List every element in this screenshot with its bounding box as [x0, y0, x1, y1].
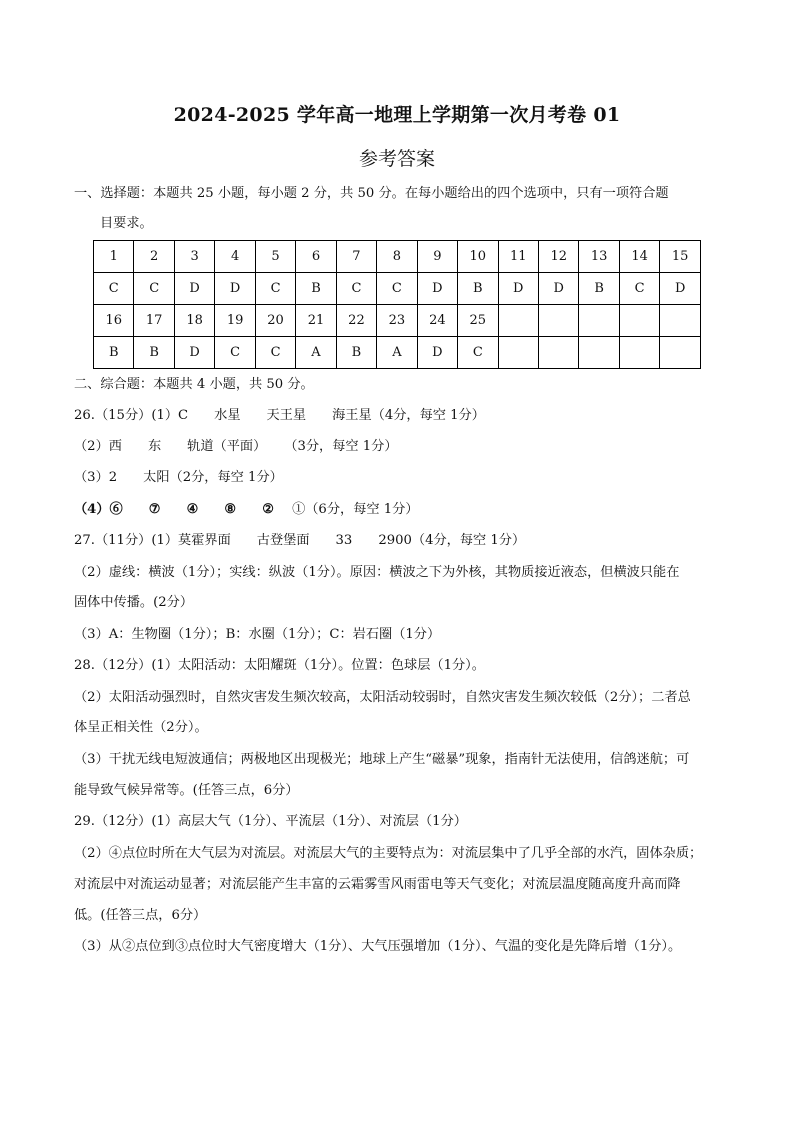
- question-number-cell: 4: [215, 241, 255, 273]
- q26-l2-part3: 轨道（平面）: [187, 439, 267, 454]
- question-number-cell: [579, 305, 619, 337]
- question-number-cell: 13: [579, 241, 619, 273]
- answer-cell: C: [94, 273, 134, 305]
- question-number-cell: 2: [134, 241, 174, 273]
- question-number-cell: 11: [498, 241, 538, 273]
- answer-cell: [619, 337, 659, 369]
- page-title: 2024-2025 学年高一地理上学期第一次月考卷 01: [173, 104, 621, 126]
- answer-cell: D: [174, 273, 214, 305]
- q26-l3-part1: （3）2: [74, 470, 118, 485]
- answer-cell: D: [417, 273, 457, 305]
- question-number-cell: 10: [458, 241, 498, 273]
- q26-l1-part2: 水星: [214, 408, 241, 423]
- answer-cell: B: [579, 273, 619, 305]
- q26-line3: [74, 469, 283, 487]
- page-subtitle: 参考答案: [358, 148, 435, 170]
- answer-table-answer-row: [94, 273, 701, 305]
- question-number-cell: [619, 305, 659, 337]
- q26-l2-part2: 东: [147, 439, 162, 454]
- answer-cell: C: [377, 273, 417, 305]
- answer-cell: [579, 337, 619, 369]
- question-number-cell: 23: [377, 305, 417, 337]
- question-number-cell: 12: [538, 241, 578, 273]
- answer-cell: [660, 337, 701, 369]
- question-number-cell: 15: [660, 241, 701, 273]
- question-number-cell: 24: [417, 305, 457, 337]
- section2-heading: 二、综合题：本题共 4 小题，共 50 分。: [74, 377, 314, 392]
- answer-cell: C: [255, 337, 295, 369]
- q27-l1-part1: 27.（11分）(1）莫霍界面: [74, 533, 231, 548]
- q26-l1-part1: 26.（15分）(1）C: [74, 408, 189, 423]
- answer-cell: D: [538, 273, 578, 305]
- q27-line4: （3）A：生物圈（1分）；B：水圈（1分）；C：岩石圈（1分）: [74, 627, 441, 642]
- question-number-cell: 17: [134, 305, 174, 337]
- q27-line2: （2）虚线：横波（1分）；实线：纵波（1分）。原因：横波之下为外核，其物质接近液态，但横波只能在: [74, 565, 680, 580]
- answer-cell: C: [458, 337, 498, 369]
- q26-l2-part4: （3分，每空 1分）: [284, 439, 398, 454]
- q27-line3: 固体中传播。(2分）: [74, 595, 194, 610]
- question-number-cell: 21: [296, 305, 336, 337]
- answer-cell: A: [296, 337, 336, 369]
- q26-l2-part1: （2）西: [74, 439, 122, 454]
- q28-line4: （3）干扰无线电短波通信；两极地区出现极光；地球上产生“磁暴”现象，指南针无法使用，信鸽迷航；可: [74, 752, 690, 767]
- answer-table: [93, 240, 701, 369]
- question-number-cell: 9: [417, 241, 457, 273]
- q29-line2: （2）④点位时所在大气层为对流层。对流层大气的主要特点为：对流层集中了几乎全部的水汽，固体杂质；: [74, 846, 703, 861]
- q29-line4: 低。(任答三点，6分）: [74, 908, 207, 923]
- q26-l3-part2: 太阳（2分，每空 1分）: [143, 470, 283, 485]
- answer-cell: C: [336, 273, 376, 305]
- question-number-cell: [538, 305, 578, 337]
- answer-cell: D: [498, 273, 538, 305]
- answer-cell: C: [215, 337, 255, 369]
- q26-line4: [74, 501, 419, 519]
- answer-cell: [538, 337, 578, 369]
- q26-line2: [74, 438, 398, 456]
- q26-l4-part2: ⑦: [148, 502, 161, 517]
- question-number-cell: 1: [94, 241, 134, 273]
- q28-line5: 能导致气候异常等。(任答三点，6分）: [74, 783, 299, 798]
- q26-l4-part3: ④: [186, 502, 199, 517]
- answer-cell: C: [255, 273, 295, 305]
- q27-line1: [74, 532, 525, 550]
- answer-cell: C: [619, 273, 659, 305]
- q26-l4-part4: ⑧: [224, 502, 237, 517]
- answer-table-number-row: [94, 241, 701, 273]
- q28-line2: （2）太阳活动强烈时，自然灾害发生频次较高，太阳活动较弱时，自然灾害发生频次较低（2分）；二者总: [74, 690, 691, 705]
- question-number-cell: 14: [619, 241, 659, 273]
- q28-line3: 体呈正相关性（2分）。: [74, 720, 208, 735]
- question-number-cell: 3: [174, 241, 214, 273]
- q26-l4-part1: （4）⑥: [74, 502, 123, 517]
- q26-l4-part6: ①（6分，每空 1分）: [292, 502, 419, 517]
- q28-line1: 28.（12分）(1）太阳活动：太阳耀斑（1分）。位置：色球层（1分）。: [74, 658, 485, 673]
- question-number-cell: 16: [94, 305, 134, 337]
- answer-table-number-row: [94, 305, 701, 337]
- q26-line1: [74, 407, 485, 425]
- question-number-cell: 18: [174, 305, 214, 337]
- q26-l4-part5: ②: [262, 502, 275, 517]
- question-number-cell: 20: [255, 305, 295, 337]
- answer-cell: B: [134, 337, 174, 369]
- question-number-cell: 19: [215, 305, 255, 337]
- q26-l1-part4: 海王星（4分，每空 1分）: [332, 408, 485, 423]
- answer-cell: B: [336, 337, 376, 369]
- answer-cell: D: [174, 337, 214, 369]
- question-number-cell: 25: [458, 305, 498, 337]
- q29-line1: 29.（12分）(1）高层大气（1分）、平流层（1分）、对流层（1分）: [74, 814, 467, 829]
- section1-instruction-line2: 目要求。: [100, 216, 153, 231]
- question-number-cell: [498, 305, 538, 337]
- section1-instruction-line1: 一、选择题：本题共 25 小题，每小题 2 分，共 50 分。在每小题给出的四个选项中，只有一项符合题: [74, 186, 669, 201]
- question-number-cell: 22: [336, 305, 376, 337]
- answer-cell: C: [134, 273, 174, 305]
- q27-l1-part3: 33: [335, 533, 353, 548]
- answer-cell: [498, 337, 538, 369]
- answer-cell: D: [660, 273, 701, 305]
- q26-l1-part3: 天王星: [266, 408, 307, 423]
- question-number-cell: 5: [255, 241, 295, 273]
- answer-cell: B: [296, 273, 336, 305]
- question-number-cell: 7: [336, 241, 376, 273]
- question-number-cell: 6: [296, 241, 336, 273]
- q29-line3: 对流层中对流运动显著；对流层能产生丰富的云霜雾雪风雨雷电等天气变化；对流层温度随高度升高而降: [74, 877, 681, 892]
- q27-l1-part4: 2900（4分，每空 1分）: [378, 533, 526, 548]
- answer-table-answer-row: [94, 337, 701, 369]
- answer-cell: A: [377, 337, 417, 369]
- answer-cell: D: [215, 273, 255, 305]
- q27-l1-part2: 古登堡面: [256, 533, 310, 548]
- question-number-cell: 8: [377, 241, 417, 273]
- answer-cell: B: [94, 337, 134, 369]
- question-number-cell: [660, 305, 701, 337]
- answer-cell: D: [417, 337, 457, 369]
- answer-cell: B: [458, 273, 498, 305]
- q29-line5: （3）从②点位到③点位时大气密度增大（1分）、大气压强增加（1分）、气温的变化是先降后增（1分）。: [74, 939, 682, 954]
